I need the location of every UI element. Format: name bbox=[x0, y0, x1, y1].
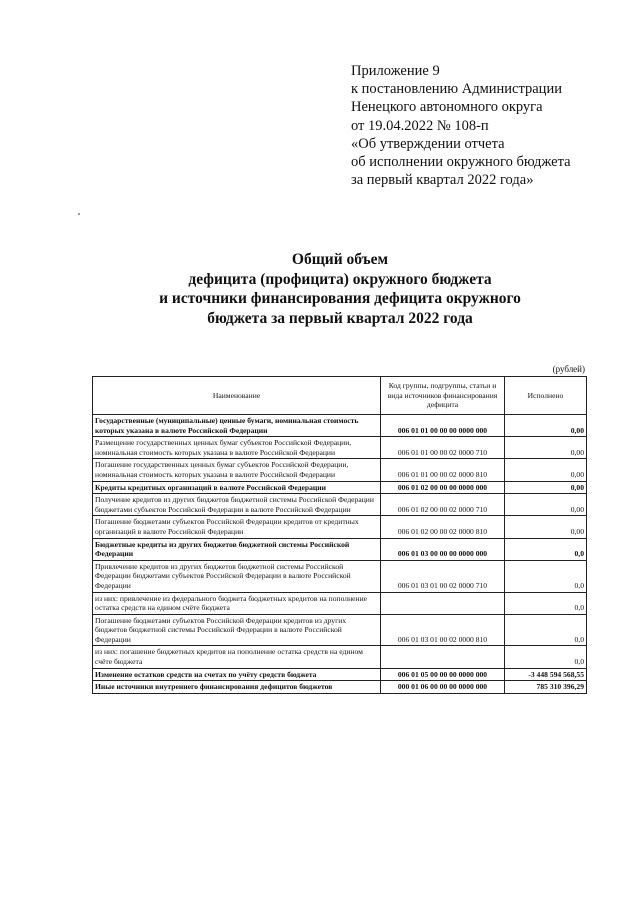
row-value-cell: 0,00 bbox=[505, 481, 587, 494]
row-value-cell: -3 448 594 568,55 bbox=[505, 668, 587, 681]
appendix-line: Приложение 9 bbox=[351, 63, 440, 79]
row-code-cell: 000 01 06 00 00 00 0000 000 bbox=[381, 681, 505, 694]
table-row bbox=[93, 668, 587, 681]
row-name-cell: Кредиты кредитных организаций в валюте Российской Федерации bbox=[93, 481, 381, 494]
row-name-cell: Размещение государственных ценных бумаг субъектов Российской Федерации, номинальная стоимость которых указана в валюте Российской Федерации bbox=[93, 437, 381, 459]
row-code-cell: 006 01 02 00 00 00 0000 000 bbox=[381, 481, 505, 494]
table-row bbox=[93, 646, 587, 668]
table-row bbox=[93, 481, 587, 494]
header-value: Исполнено bbox=[505, 377, 587, 415]
row-name-cell: Изменение остатков средств на счетах по учёту средств бюджета bbox=[93, 668, 381, 681]
row-code-cell: 006 01 01 00 00 00 0000 000 bbox=[381, 415, 505, 437]
table-row bbox=[93, 415, 587, 437]
table-row bbox=[93, 538, 587, 560]
row-name-cell: Государственные (муниципальные) ценные бумаги, номинальная стоимость которых указана в валюте Российской Федерации bbox=[93, 415, 381, 437]
title-line: дефицита (профицита) окружного бюджета bbox=[188, 270, 492, 288]
appendix-block bbox=[351, 62, 621, 189]
row-value-cell: 0,00 bbox=[505, 516, 587, 538]
header-code: Код группы, подгруппы, статьи и вида источников финансирования дефицита bbox=[381, 377, 505, 415]
table-header-row bbox=[93, 377, 587, 415]
row-value-cell: 0,00 bbox=[505, 437, 587, 459]
table-row bbox=[93, 459, 587, 481]
row-value-cell: 0,0 bbox=[505, 560, 587, 592]
row-name-cell: Привлечение кредитов из других бюджетов бюджетной системы Российской Федерации бюджетами субъектов Российской Федерации в валюте Российской Федерации bbox=[93, 560, 381, 592]
row-name-cell: Погашение бюджетами субъектов Российской Федерации кредитов от кредитных организаций в валюте Российской Федерации bbox=[93, 516, 381, 538]
title-line: и источники финансирования дефицита окружного bbox=[159, 290, 521, 307]
row-code-cell: 006 01 01 00 00 02 0000 810 bbox=[381, 459, 505, 481]
row-value-cell: 0,0 bbox=[505, 592, 587, 614]
row-code-cell: 006 01 01 00 00 02 0000 710 bbox=[381, 437, 505, 459]
row-code-cell bbox=[381, 592, 505, 614]
row-name-cell: Получение кредитов из других бюджетов бюджетной системы Российской Федерации бюджетами субъектов Российской Федерации в валюте Российской Федерации bbox=[93, 494, 381, 516]
header-name: Наименование bbox=[93, 377, 381, 415]
table-row bbox=[93, 560, 587, 592]
appendix-line: «Об утверждении отчета bbox=[351, 135, 505, 152]
appendix-line: Ненецкого автономного округа bbox=[351, 99, 543, 116]
row-name-cell: Бюджетные кредиты из других бюджетов бюджетной системы Российской Федерации bbox=[93, 538, 381, 560]
row-name-cell: из них: привлечение из федерального бюджета бюджетных кредитов на пополнение остатка средств на едином счёте бюджета bbox=[93, 592, 381, 614]
row-value-cell: 785 310 396,29 bbox=[505, 681, 587, 694]
appendix-line: от 19.04.2022 № 108-п bbox=[351, 117, 489, 134]
row-value-cell: 0,00 bbox=[505, 415, 587, 437]
row-code-cell: 006 01 03 01 00 02 0000 710 bbox=[381, 560, 505, 592]
table-row bbox=[93, 437, 587, 459]
row-code-cell: 006 01 02 00 00 02 0000 810 bbox=[381, 516, 505, 538]
table-row bbox=[93, 681, 587, 694]
table-row bbox=[93, 614, 587, 646]
row-value-cell: 0,0 bbox=[505, 646, 587, 668]
appendix-line: к постановлению Администрации bbox=[351, 81, 562, 98]
row-value-cell: 0,0 bbox=[505, 538, 587, 560]
title-line: Общий объем bbox=[291, 251, 389, 268]
row-code-cell: 006 01 03 00 00 00 0000 000 bbox=[381, 538, 505, 560]
units-label: (рублей) bbox=[552, 364, 585, 374]
document-title bbox=[90, 250, 590, 328]
title-line: бюджета за первый квартал 2022 года bbox=[207, 309, 473, 327]
appendix-line: за первый квартал 2022 года» bbox=[351, 172, 534, 189]
sources-table bbox=[92, 376, 587, 694]
scan-speck bbox=[78, 213, 80, 215]
row-code-cell bbox=[381, 646, 505, 668]
table-row bbox=[93, 494, 587, 516]
row-code-cell: 006 01 02 00 00 02 0000 710 bbox=[381, 494, 505, 516]
appendix-line: об исполнении окружного бюджета bbox=[351, 154, 571, 171]
table-row bbox=[93, 516, 587, 538]
row-value-cell: 0,00 bbox=[505, 494, 587, 516]
row-value-cell: 0,0 bbox=[505, 614, 587, 646]
row-code-cell: 006 01 05 00 00 00 0000 000 bbox=[381, 668, 505, 681]
row-name-cell: Погашение государственных ценных бумаг субъектов Российской Федерации, номинальная стоимость которых указана в валюте Российской Федерации bbox=[93, 459, 381, 481]
row-name-cell: Иные источники внутреннего финансирования дефицитов бюджетов bbox=[93, 681, 381, 694]
table-row bbox=[93, 592, 587, 614]
row-value-cell: 0,00 bbox=[505, 459, 587, 481]
row-name-cell: Погашение бюджетами субъектов Российской Федерации кредитов из других бюджетов бюджетной системы Российской Федерации в валюте Российской Федерации bbox=[93, 614, 381, 646]
row-code-cell: 006 01 03 01 00 02 0000 810 bbox=[381, 614, 505, 646]
row-name-cell: из них: погашение бюджетных кредитов на пополнение остатка средств на едином счёте бюджета bbox=[93, 646, 381, 668]
